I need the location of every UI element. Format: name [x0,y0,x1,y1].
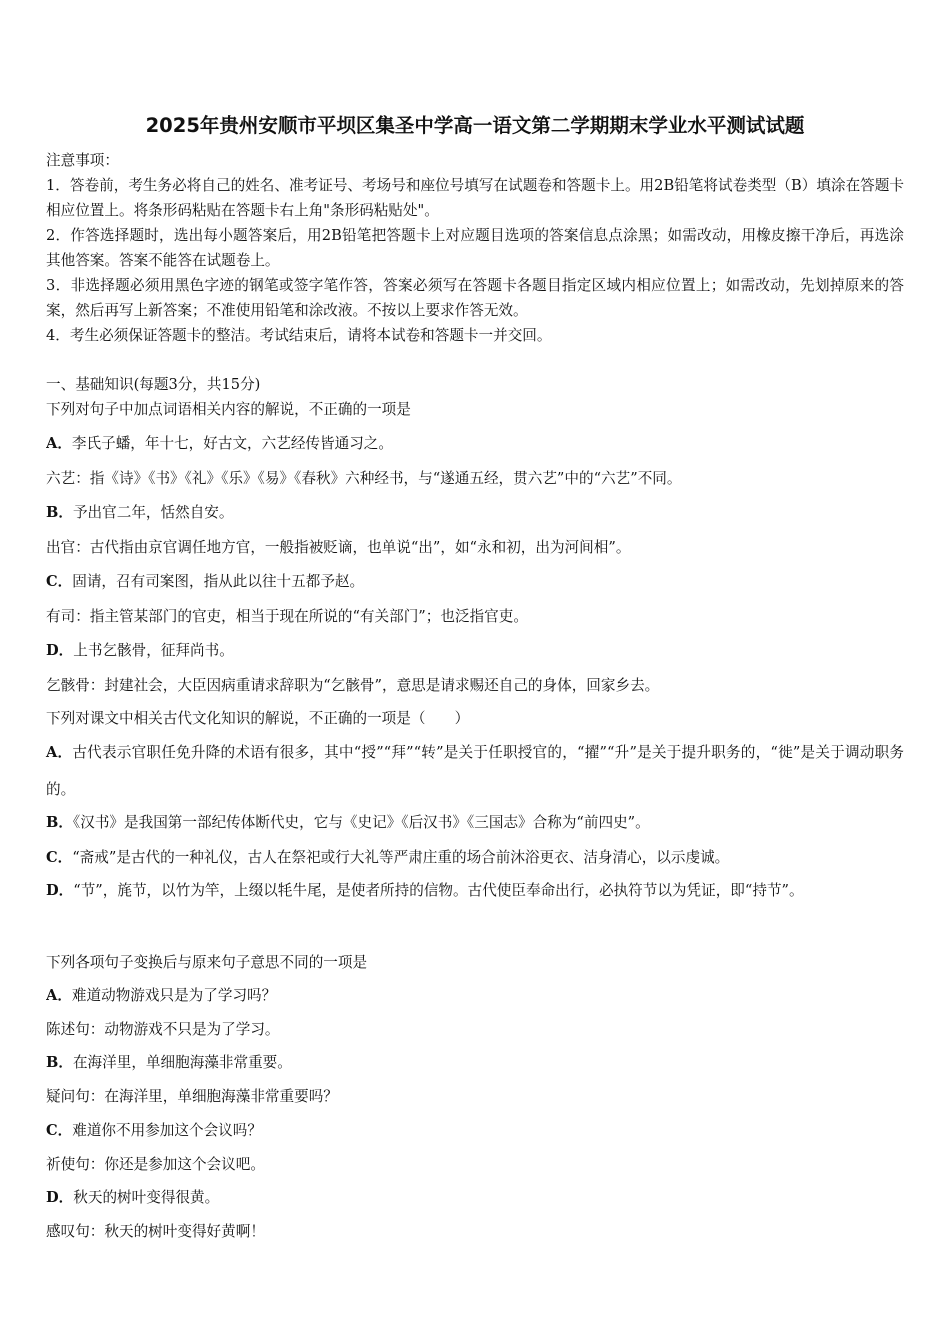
option-text: 李氏子蟠，年十七，好古文，六艺经传皆通习之。 [71,435,393,452]
q3-option-b [46,1050,904,1075]
option-letter: B． [46,814,73,831]
option-letter: A． [46,987,72,1004]
option-letter: C． [46,573,73,590]
option-text: 《汉书》是我国第一部纪传体断代史，它与《史记》《后汉书》《三国志》合称为“前四史”。 [72,814,650,831]
q1-option-b-note: 出官：古代指由京官调任地方官，一般指被贬谪，也单说“出”，如“永和初，出为河间相”。 [46,539,631,556]
q2-option-c [46,845,904,870]
option-letter: C． [46,1122,73,1139]
q2-option-a [46,734,904,808]
option-letter: B． [46,504,73,521]
option-letter: D． [46,642,74,659]
option-text: 上书乞骸骨，征拜尚书。 [73,642,234,659]
notice-heading: 注意事项： [46,152,119,169]
q1-option-b [46,500,904,525]
option-text: 在海洋里，单细胞海藻非常重要。 [72,1054,292,1071]
notice-item-2: 2．作答选择题时，选出每小题答案后，用2B铅笔把答题卡上对应题目选项的答案信息点涂黑；如需改动，用橡皮擦干净后，再选涂其他答案。答案不能答在试题卷上。 [46,227,904,269]
section-heading: 一、基础知识(每题3分，共15分) [46,376,261,393]
option-text: “斋戒”是古代的一种礼仪，古人在祭祀或行大礼等严肃庄重的场合前沐浴更衣、洁身清心，以示虔诚。 [72,849,730,866]
notice-item-1: 1．答卷前，考生务必将自己的姓名、准考证号、考场号和座位号填写在试题卷和答题卡上。用2B铅笔将试卷类型（B）填涂在答题卡相应位置上。将条形码粘贴在答题卡右上角"条形码粘贴处"。 [46,177,904,219]
option-text: 秋天的树叶变得很黄。 [73,1189,220,1206]
notice-item-3: 3．非选择题必须用黑色字迹的钢笔或签字笔作答，答案必须写在答题卡各题目指定区域内相应位置上；如需改动，先划掉原来的答案，然后再写上新答案；不准使用铅笔和涂改液。不按以上要求作答无效。 [46,277,904,319]
option-text: 固请，召有司案图，指从此以往十五都予赵。 [72,573,365,590]
notice-item-4: 4．考生必须保证答题卡的整洁。考试结束后，请将本试卷和答题卡一并交回。 [46,327,552,344]
option-letter: A． [46,435,72,452]
q1-option-d [46,638,904,663]
option-letter: A． [46,744,73,761]
page-title: 2025年贵州安顺市平坝区集圣中学高一语文第二学期期末学业水平测试试题 [145,114,805,137]
q1-option-a-note: 六艺：指《诗》《书》《礼》《乐》《易》《春秋》六种经书，与“遂通五经，贯六艺”中的“六艺”不同。 [46,470,682,487]
q3-option-c [46,1118,904,1143]
option-letter: D． [46,1189,74,1206]
q1-stem: 下列对句子中加点词语相关内容的解说，不正确的一项是 [46,401,411,418]
option-text: 予出官二年，恬然自安。 [72,504,234,521]
q3-option-d-note: 感叹句：秋天的树叶变得好黄啊！ [46,1223,265,1240]
option-letter: B． [46,1054,73,1071]
q1-option-c-note: 有司：指主管某部门的官吏，相当于现在所说的“有关部门”；也泛指官吏。 [46,608,528,625]
q3-option-b-note: 疑问句：在海洋里，单细胞海藻非常重要吗？ [46,1088,338,1105]
q1-option-d-note: 乞骸骨：封建社会，大臣因病重请求辞职为“乞骸骨”，意思是请求赐还自己的身体，回家乡去。 [46,677,660,694]
q3-option-d [46,1185,904,1210]
q2-stem: 下列对课文中相关古代文化知识的解说，不正确的一项是（ ） [46,710,470,727]
q1-option-a [46,431,904,456]
q3-option-a-note: 陈述句：动物游戏不只是为了学习。 [46,1021,280,1038]
q3-option-a [46,983,904,1008]
option-letter: C． [46,849,73,866]
option-text: 难道动物游戏只是为了学习吗？ [71,987,277,1004]
option-text: 难道你不用参加这个会议吗？ [72,1122,262,1139]
option-text: “节”，旄节，以竹为竿，上缀以牦牛尾，是使者所持的信物。古代使臣奉命出行，必执符节以为凭证，即“持节”。 [73,882,804,899]
q3-stem: 下列各项句子变换后与原来句子意思不同的一项是 [46,954,368,971]
option-text: 古代表示官职任免升降的术语有很多，其中“授”“拜”“转”是关于任职授官的，“擢”“升”是关于提升职务的，“徙”是关于调动职务的。 [46,744,904,798]
q1-option-c [46,569,904,594]
q2-option-d [46,872,904,909]
q3-option-c-note: 祈使句：你还是参加这个会议吧。 [46,1156,265,1173]
q2-option-b [46,810,904,835]
option-letter: D． [46,882,74,899]
